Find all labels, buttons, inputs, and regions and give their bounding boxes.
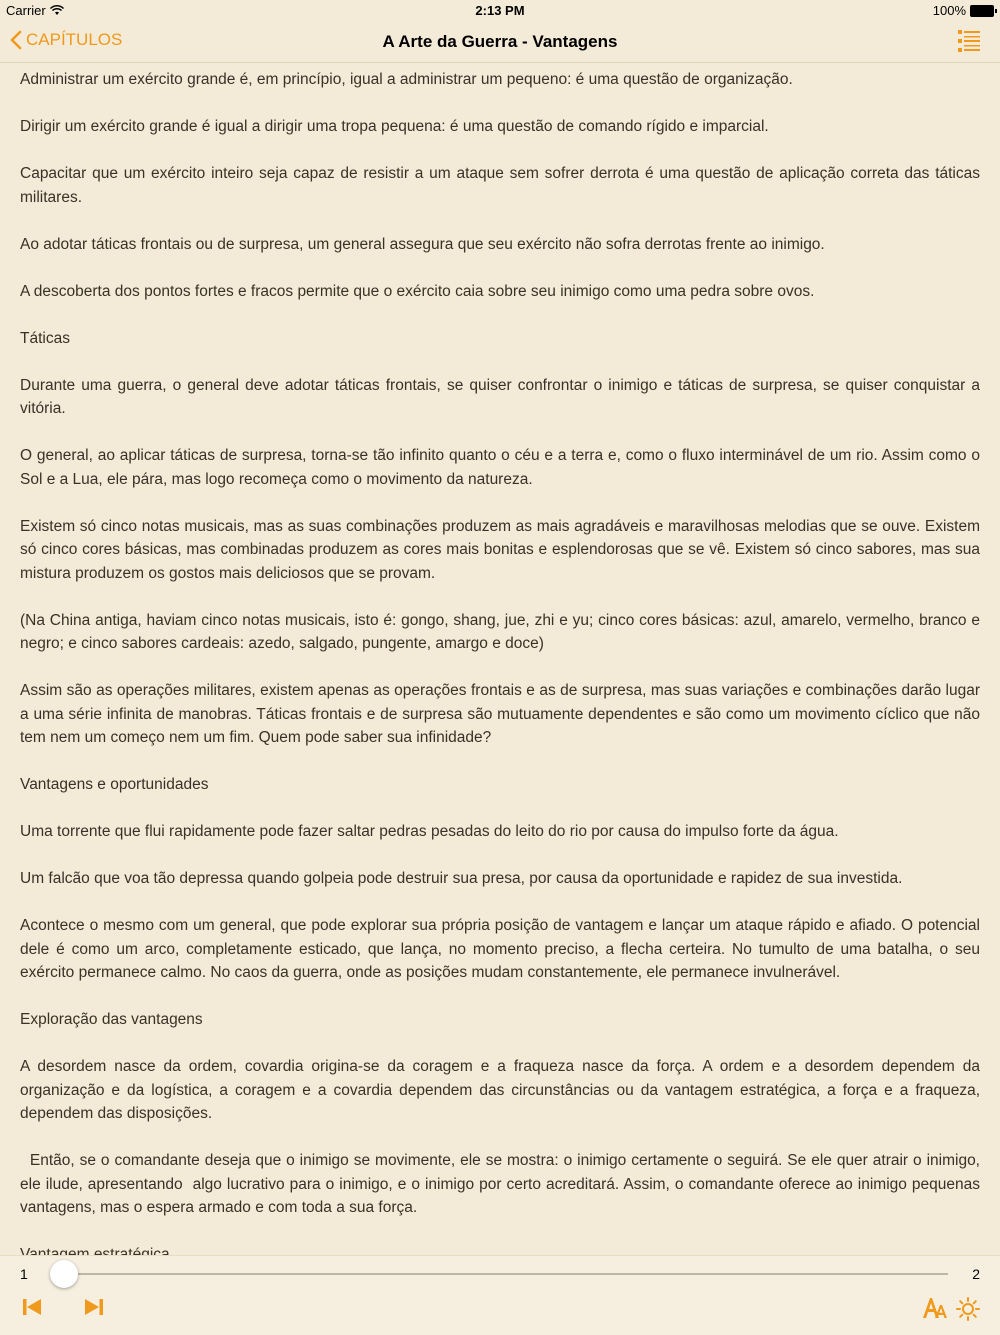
chapter-text	[20, 68, 985, 1254]
table-of-contents-button[interactable]	[958, 29, 980, 58]
paragraph: A descoberta dos pontos fortes e fracos permite que o exército caia sobre seu inimigo como uma pedra sobre ovos.	[20, 282, 815, 300]
status-bar	[0, 0, 1000, 22]
brightness-button[interactable]	[956, 1297, 980, 1326]
paragraph: Durante uma guerra, o general deve adotar táticas frontais, se quiser confrontar o inimigo e táticas de surpresa, se quiser conquistar a vitória.	[20, 376, 980, 417]
toolbar	[0, 1292, 1000, 1332]
next-chapter-button[interactable]	[84, 1297, 104, 1322]
paragraph: Então, se o comandante deseja que o inimigo se movimente, ele se mostra: o inimigo certamente o seguirá. Se ele quer atrair o inimigo, ele ilude, apresentando algo lucrativo para o inimigo, e o inimigo por certo acreditará. Assim, o comandante oferece ao inimigo pequenas vantagens, mas o espera armado e com toda a sua força.	[20, 1152, 985, 1216]
battery-label: 100%	[932, 3, 966, 18]
carrier-label: Carrier	[6, 3, 46, 18]
paragraph: Dirigir um exército grande é igual a dirigir uma tropa pequena: é uma questão de comando rígido e imparcial.	[20, 118, 769, 135]
skip-forward-icon	[84, 1297, 104, 1317]
section-heading: Exploração das vantagens	[20, 1011, 203, 1028]
paragraph: Capacitar que um exército inteiro seja capaz de resistir a um ataque sem sofrer derrota é uma questão de aplicação correta das táticas militares.	[20, 165, 980, 206]
bottom-bar	[0, 1255, 1000, 1335]
paragraph: Assim são as operações militares, existem apenas as operações frontais e as de surpresa, mas suas variações e combinações darão lugar a uma série infinita de manobras. Táticas frontais e de surpresa são mutuamente dependentes e são como um movimento cíclico que não tem nem um começo nem um fim. Quem pode saber sua infinidade?	[20, 682, 980, 746]
list-icon	[958, 29, 980, 53]
page-end-label: 2	[972, 1266, 980, 1282]
page-slider-track[interactable]	[50, 1273, 948, 1275]
paragraph: Administrar um exército grande é, em princípio, igual a administrar um pequeno: é uma questão de organização.	[20, 71, 793, 88]
paragraph: O general, ao aplicar táticas de surpresa, torna-se tão infinito quanto o céu e a terra e, como o fluxo interminável de um rio. Assim como o Sol e a Lua, ele pára, mas logo recomeça como o movimento da natureza.	[20, 447, 980, 488]
paragraph: Existem só cinco notas musicais, mas as suas combinações produzem as mais agradáveis e maravilhosas melodias que se ouve. Existem só cinco cores básicas, mas combinadas produzem as cores mais bonitas e esplendorosas que se vê. Existem só cinco sabores, mas sua mistura produzem os gostos mais deliciosos que se provam.	[20, 517, 980, 582]
paragraph: (Na China antiga, haviam cinco notas musicais, isto é: gongo, shang, jue, zhi e yu; cinco cores básicas: azul, amarelo, vermelho, branco e negro; e cinco sabores cardeais: azedo, salgado, pungente, amargo e doce)	[20, 611, 980, 652]
paragraph: A desordem nasce da ordem, covardia origina-se da coragem e a fraqueza nasce da força. A ordem e a desordem dependem da organização e da logística, a coragem e a covardia dependem das circunstâncias ou da vantagem estratégica, a força e a fraqueza, dependem das disposições.	[20, 1058, 980, 1122]
navigation-bar	[0, 22, 1000, 63]
section-heading: Vantagens e oportunidades	[20, 776, 209, 793]
section-heading: Táticas	[20, 329, 70, 347]
previous-chapter-button[interactable]	[22, 1297, 42, 1322]
page-start-label: 1	[20, 1266, 28, 1282]
paragraph: Acontece o mesmo com um general, que pode explorar sua própria posição de vantagem e lançar um ataque rápido e afiado. O potencial dele é como um arco, completamente esticado, que lança, no momento preciso, a flecha certeira. No tumulto de uma batalha, o seu exército permanece calmo. No caos da guerra, onde as posições mudam constantemente, ele permanece invulnerável.	[20, 917, 980, 981]
paragraph: Uma torrente que flui rapidamente pode fazer saltar pedras pesadas do leito do rio por causa do impulso forte da água.	[20, 823, 839, 840]
battery-icon	[970, 5, 994, 17]
font-size-button[interactable]	[922, 1297, 948, 1324]
skip-back-icon	[22, 1297, 42, 1317]
page-title: A Arte da Guerra - Vantagens	[382, 32, 618, 51]
page-slider-thumb[interactable]	[50, 1260, 78, 1288]
paragraph: Um falcão que voa tão depressa quando golpeia pode destruir sua presa, por causa da oportunidade e rapidez de sua investida.	[20, 870, 903, 887]
back-button-label: CAPÍTULOS	[26, 30, 123, 49]
paragraph: Ao adotar táticas frontais ou de surpresa, um general assegura que seu exército não sofra derrotas frente ao inimigo.	[20, 235, 825, 253]
font-size-icon	[922, 1297, 948, 1319]
status-time: 2:13 PM	[475, 3, 525, 18]
battery-area	[933, 3, 994, 18]
sun-icon	[956, 1297, 980, 1321]
